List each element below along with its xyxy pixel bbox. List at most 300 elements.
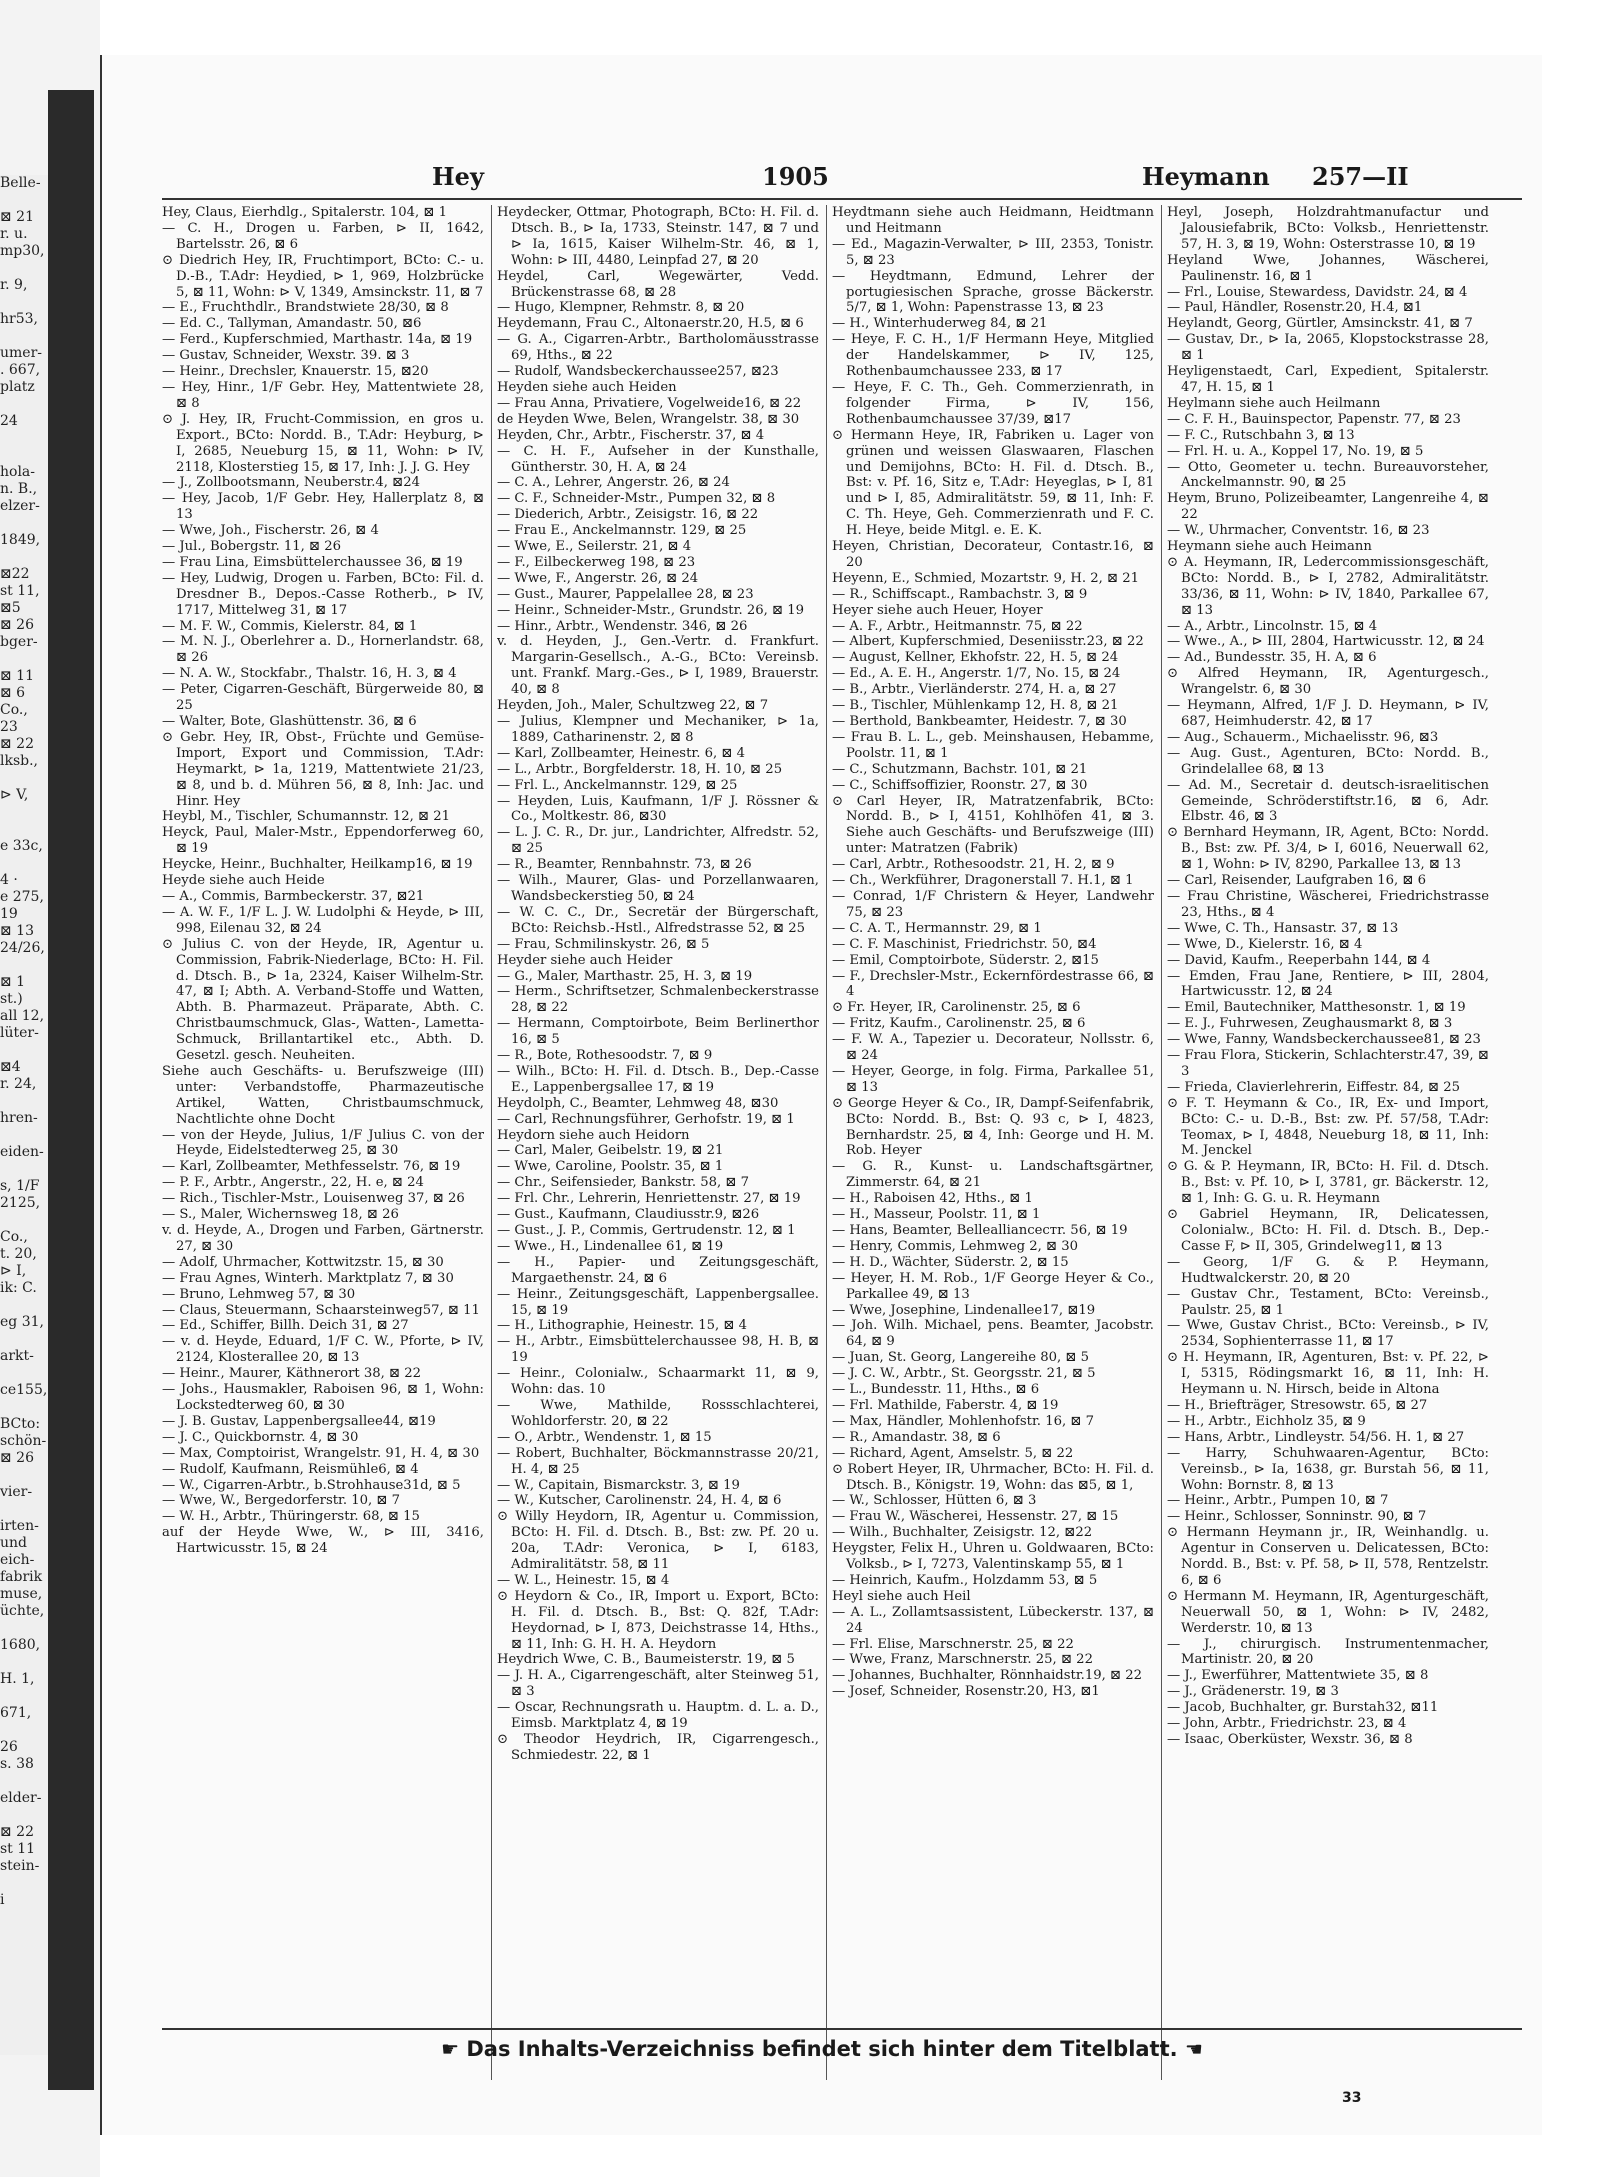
directory-entry: — Fritz, Kaufm., Carolinenstr. 25, ⊠ 6 xyxy=(832,1016,1086,1032)
previous-page-text: ⊠ 22 xyxy=(0,736,34,752)
directory-entry: — H., Lithographie, Heinestr. 15, ⊠ 4 xyxy=(497,1318,748,1334)
directory-entry: — Claus, Steuermann, Schaarsteinweg57, ⊠ 11 xyxy=(162,1302,480,1318)
directory-entry: — F. C., Rutschbahn 3, ⊠ 13 xyxy=(1167,427,1355,443)
directory-entry: — Paul, Händler, Rosenstr.20, H.4, ⊠1 xyxy=(1167,300,1423,316)
directory-entry: ⊙ G. & P. Heymann, IR, BCto: H. Fil. d. Dtsch. B., Bst: v. Pf. 10, ⊳ I, 3781, gr. Bäckerstr. 12, ⊠ 1, Inh: G. G. u. R. Heymann xyxy=(1167,1159,1489,1207)
directory-entry: — Wwe, Josephine, Lindenallee17, ⊠19 xyxy=(832,1302,1096,1318)
previous-page-text: 24/26, xyxy=(0,940,45,956)
directory-entry: Heyder siehe auch Heider xyxy=(497,952,673,968)
directory-entry: — Georg, 1/F G. & P. Heymann, Hudtwalckerstr. 20, ⊠ 20 xyxy=(1167,1254,1489,1286)
directory-entry: — H., Masseur, Poolstr. 11, ⊠ 1 xyxy=(832,1207,1041,1223)
directory-entry: — Gustav Chr., Testament, BCto: Vereinsb., Paulstr. 25, ⊠ 1 xyxy=(1167,1286,1489,1318)
directory-entry: — Frau E., Anckelmannstr. 129, ⊠ 25 xyxy=(497,523,747,539)
directory-page xyxy=(100,55,1542,2135)
directory-entry: — von der Heyde, Julius, 1/F Julius C. von der Heyde, Eidelstedterweg 25, ⊠ 30 xyxy=(162,1127,484,1159)
directory-entry: — Heyden, Luis, Kaufmann, 1/F J. Rössner & Co., Moltkestr. 86, ⊠30 xyxy=(497,793,819,825)
previous-page-text: all 12, xyxy=(0,1008,45,1024)
directory-entry: — Heinr., Drechsler, Knauerstr. 15, ⊠20 xyxy=(162,364,429,380)
directory-entry: — M. N. J., Oberlehrer a. D., Hornerlandstr. 68, ⊠ 26 xyxy=(162,634,484,666)
directory-entry: — H. D., Wächter, Süderstr. 2, ⊠ 15 xyxy=(832,1254,1069,1270)
directory-entry: de Heyden Wwe, Belen, Wrangelstr. 38, ⊠ 30 xyxy=(497,411,800,427)
header-first-name: Hey xyxy=(432,162,484,191)
previous-page-text: umer- xyxy=(0,345,42,361)
directory-entry: — Wwe, F., Angerstr. 26, ⊠ 24 xyxy=(497,570,699,586)
directory-entry: — Wwe, Gustav Christ., BCto: Vereinsb., ⊳ IV, 2534, Sophienterrasse 11, ⊠ 17 xyxy=(1167,1318,1489,1350)
directory-entry: — Johannes, Buchhalter, Rönnhaidstr.19, ⊠ 22 xyxy=(832,1668,1143,1684)
directory-entry: ⊙ J. Hey, IR, Frucht-Commission, en gros u. Export., BCto: Nordd. B., T.Adr: Heyburg, ⊳ I, 2685, Neueburg 15, ⊠ 11, Wohn: ⊳ IV, 2118, Klosterstieg 15, ⊠ 17, Inh: J. J. G. Hey xyxy=(162,411,484,475)
directory-entry: — Juan, St. Georg, Langereihe 80, ⊠ 5 xyxy=(832,1350,1089,1366)
previous-page-text: lksb., xyxy=(0,753,39,769)
directory-entry: — Heinrich, Kaufm., Holzdamm 53, ⊠ 5 xyxy=(832,1572,1098,1588)
directory-entry: — C. H. F., Aufseher in der Kunsthalle, Güntherstr. 30, H. A, ⊠ 24 xyxy=(497,443,819,475)
previous-page-text: mp30, xyxy=(0,243,45,259)
directory-entry: Heyland Wwe, Johannes, Wäscherei, Paulinenstr. 16, ⊠ 1 xyxy=(1167,252,1489,284)
directory-entry: — E. J., Fuhrwesen, Zeughausmarkt 8, ⊠ 3 xyxy=(1167,1016,1453,1032)
previous-page-text: elzer- xyxy=(0,498,40,514)
directory-entry: — Josef, Schneider, Rosenstr.20, H3, ⊠1 xyxy=(832,1684,1100,1700)
directory-entry: ⊙ Hermann M. Heymann, IR, Agenturgeschäft, Neuerwall 50, ⊠ 1, Wohn: ⊳ IV, 2482, Werderstr. 10, ⊠ 13 xyxy=(1167,1588,1489,1636)
previous-page-text: st 11 xyxy=(0,1841,36,1857)
previous-page-text: vier- xyxy=(0,1484,33,1500)
directory-entry: — W. H., Arbtr., Thüringerstr. 68, ⊠ 15 xyxy=(162,1509,420,1525)
directory-entry: — Conrad, 1/F Christern & Heyer, Landwehr 75, ⊠ 23 xyxy=(832,888,1154,920)
directory-entry: — Heymann, Alfred, 1/F J. D. Heymann, ⊳ IV, 687, Heimhuderstr. 42, ⊠ 17 xyxy=(1167,698,1489,729)
footer-notice xyxy=(102,2037,1542,2061)
directory-entry: — Wwe, Franz, Marschnerstr. 25, ⊠ 22 xyxy=(832,1652,1093,1668)
directory-entry: Heylandt, Georg, Gürtler, Amsinckstr. 41, ⊠ 7 xyxy=(1167,316,1473,332)
previous-page-text xyxy=(0,447,48,464)
directory-entry: — A., Arbtr., Lincolnstr. 15, ⊠ 4 xyxy=(1167,618,1378,634)
directory-entry: — A. W. F., 1/F L. J. W. Ludolphi & Heyde, ⊳ III, 998, Eilenau 32, ⊠ 24 xyxy=(162,904,484,936)
directory-entry: ⊙ Robert Heyer, IR, Uhrmacher, BCto: H. Fil. d. Dtsch. B., Königstr. 19, Wohn: das ⊠5, ⊠ 1, xyxy=(832,1461,1154,1493)
previous-page-text: st.) xyxy=(0,991,23,1007)
directory-entry: Heydecker, Ottmar, Photograph, BCto: H. Fil. d. Dtsch. B., ⊳ Ia, 1733, Steinstr. 147, ⊠ 7 und ⊳ Ia, 1615, Kaiser Wilhelm-Str. 46, ⊠ 1, Wohn: ⊳ III, 4480, Leinpfad 27, ⊠ 20 xyxy=(497,205,819,268)
directory-entry: — W., Uhrmacher, Conventstr. 16, ⊠ 23 xyxy=(1167,523,1430,539)
directory-entry: Heydemann, Frau C., Altonaerstr.20, H.5, ⊠ 6 xyxy=(497,316,804,332)
previous-page-text: BCto: xyxy=(0,1416,41,1432)
directory-entry: — C. A., Lehrer, Angerstr. 26, ⊠ 24 xyxy=(497,475,730,491)
pointing-hand-left-icon: ☚ xyxy=(1184,2037,1203,2061)
directory-entry: — Frl. Elise, Marschnerstr. 25, ⊠ 22 xyxy=(832,1636,1074,1652)
directory-entry: — Frl. Chr., Lehrerin, Henriettenstr. 27, ⊠ 19 xyxy=(497,1191,801,1207)
column-3 xyxy=(832,205,1154,2085)
directory-entry: — F., Drechsler-Mstr., Eckernfördestrasse 66, ⊠ 4 xyxy=(832,968,1154,1000)
previous-page-text xyxy=(0,651,48,668)
directory-entry: — Wwe, W., Bergedorferstr. 10, ⊠ 7 xyxy=(162,1493,401,1509)
column-2 xyxy=(497,205,819,2085)
directory-entry: Heydolph, C., Beamter, Lehmweg 48, ⊠30 xyxy=(497,1095,779,1111)
directory-entry: Heydel, Carl, Wegewärter, Vedd. Brückenstrasse 68, ⊠ 28 xyxy=(497,268,819,300)
directory-entry: — F. W. A., Tapezier u. Decorateur, Nollsstr. 6, ⊠ 24 xyxy=(832,1032,1154,1064)
directory-entry: — Joh. Wilh. Michael, pens. Beamter, Jacobstr. 64, ⊠ 9 xyxy=(832,1318,1154,1350)
directory-entry: ⊙ Hermann Heye, IR, Fabriken u. Lager von grünen und weissen Glaswaaren, Flaschen und Demijohns, BCto: H. Fil. d. Dtsch. B., Bst: v. Pf. 16, Sitz e, T.Adr: Heyeglas, ⊳ I, 81 und ⊳ I, 85, Admiralitätstr. 59, ⊠ 11, Inh: F. C. Th. Heye, Geh. Commerzienrath und F. C. H. Heye, beide Mitgl. e. E. K. xyxy=(832,427,1154,539)
directory-entry: Heym, Bruno, Polizeibeamter, Langenreihe 4, ⊠ 22 xyxy=(1167,491,1489,523)
previous-page-text: eg 31, xyxy=(0,1314,44,1330)
previous-page-text: 19 xyxy=(0,906,18,922)
previous-page-text: eiden- xyxy=(0,1144,44,1160)
column-divider xyxy=(491,205,492,2080)
directory-entry: — R., Schiffscapt., Rambachstr. 3, ⊠ 9 xyxy=(832,586,1088,602)
previous-page-text: ik: C. xyxy=(0,1280,37,1296)
directory-entry: Heyl siehe auch Heil xyxy=(832,1588,971,1604)
directory-entry: — Hey, Ludwig, Drogen u. Farben, BCto: Fil. d. Dresdner B., Depos.-Casse Rotherb., ⊳ IV, 1717, Mittelweg 31, ⊠ 17 xyxy=(162,570,484,618)
directory-entry: — Wwe., A., ⊳ III, 2804, Hartwicusstr. 12, ⊠ 24 xyxy=(1167,634,1485,650)
previous-page-text: ⊠ 21 xyxy=(0,209,34,225)
directory-entry: v. d. Heyden, J., Gen.-Vertr. d. Frankfurt. Margarin-Gesellsch., A.-G., BCto: Vereinsb. unt. Frankf. Marg.-Ges., ⊳ I, 1989, Brauerstr. 40, ⊠ 8 xyxy=(497,634,819,698)
directory-entry: Heylmann siehe auch Heilmann xyxy=(1167,395,1381,411)
previous-page-text: ⊳ I, xyxy=(0,1263,27,1279)
previous-page-text xyxy=(0,328,48,345)
previous-page-text: hola- xyxy=(0,464,35,480)
previous-page-text: hr53, xyxy=(0,311,38,327)
previous-page-text xyxy=(0,1365,48,1382)
directory-entry: — N. A. W., Stockfabr., Thalstr. 16, H. 3, ⊠ 4 xyxy=(162,666,457,682)
directory-entry: — C. A. T., Hermannstr. 29, ⊠ 1 xyxy=(832,920,1042,936)
directory-entry: — C. F., Schneider-Mstr., Pumpen 32, ⊠ 8 xyxy=(497,491,776,507)
directory-entry: — Frau Lina, Eimsbüttelerchaussee 36, ⊠ 19 xyxy=(162,554,463,570)
previous-page-text xyxy=(0,396,48,413)
directory-entry: — Frl. Mathilde, Faberstr. 4, ⊠ 19 xyxy=(832,1397,1059,1413)
directory-entry: — Emil, Bautechniker, Matthesonstr. 1, ⊠ 19 xyxy=(1167,1000,1466,1016)
previous-page-text: ⊠ 26 xyxy=(0,1450,34,1466)
directory-entry: — Ed., A. E. H., Angerstr. 1/7, No. 15, ⊠ 24 xyxy=(832,666,1121,682)
previous-page-text xyxy=(0,1467,48,1484)
directory-entry: — Heinr., Maurer, Käthnerort 38, ⊠ 22 xyxy=(162,1366,422,1382)
previous-page-text: ⊠4 xyxy=(0,1059,21,1075)
directory-entry: ⊙ H. Heymann, IR, Agenturen, Bst: v. Pf. 22, ⊳ I, 5315, Rödingsmarkt 16, ⊠ 11, Inh: H. Heymann u. N. Hirsch, beide in Altona xyxy=(1167,1350,1489,1398)
directory-entry: Heycke, Heinr., Buchhalter, Heilkamp16, ⊠ 19 xyxy=(162,857,473,873)
directory-entry: — H., Papier- und Zeitungsgeschäft, Margaethenstr. 24, ⊠ 6 xyxy=(497,1254,819,1286)
directory-entry: — Bruno, Lehmweg 57, ⊠ 30 xyxy=(162,1286,356,1302)
directory-entry: — Carl, Arbtr., Rothesoodstr. 21, H. 2, ⊠ 9 xyxy=(832,857,1115,873)
directory-entry: — Emil, Comptoirbote, Süderstr. 2, ⊠15 xyxy=(832,952,1099,968)
previous-page-text: ⊠5 xyxy=(0,600,21,616)
directory-entry: Heyden siehe auch Heiden xyxy=(497,379,677,395)
directory-entry: — Gustav, Schneider, Wexstr. 39. ⊠ 3 xyxy=(162,348,410,364)
directory-entry: — Heinr., Schneider-Mstr., Grundstr. 26, ⊠ 19 xyxy=(497,602,805,618)
running-header xyxy=(102,150,1542,200)
directory-entry: — August, Kellner, Ekhofstr. 22, H. 5, ⊠ 24 xyxy=(832,650,1119,666)
directory-entry: — Johs., Hausmakler, Raboisen 96, ⊠ 1, Wohn: Lockstedterweg 60, ⊠ 30 xyxy=(162,1382,484,1413)
directory-entry: — R., Amandastr. 38, ⊠ 6 xyxy=(832,1429,1001,1445)
directory-entry: ⊙ George Heyer & Co., IR, Dampf-Seifenfabrik, BCto: Nordd. B., Bst: Q. 93 c, ⊳ I, 4823, Bernhardstr. 25, ⊠ 4, Inh: George und H. M. Rob. Heyer xyxy=(832,1095,1154,1159)
directory-entry: — Karl, Zollbeamter, Methfesselstr. 76, ⊠ 19 xyxy=(162,1159,461,1175)
directory-entry: — Hugo, Klempner, Rehmstr. 8, ⊠ 20 xyxy=(497,300,745,316)
directory-entry: — Julius, Klempner und Mechaniker, ⊳ 1a, 1889, Catharinenstr. 2, ⊠ 8 xyxy=(497,714,819,745)
directory-entry: ⊙ Theodor Heydrich, IR, Cigarrengesch., Schmiedestr. 22, ⊠ 1 xyxy=(497,1732,819,1763)
previous-page-fragment xyxy=(0,175,48,2055)
header-rule xyxy=(162,198,1522,200)
previous-page-text xyxy=(0,855,48,872)
previous-page-text: t. 20, xyxy=(0,1246,37,1262)
previous-page-text xyxy=(0,1093,48,1110)
directory-entry: — Jacob, Buchhalter, gr. Burstah32, ⊠11 xyxy=(1167,1700,1439,1716)
directory-entry: — Frl. L., Anckelmannstr. 129, ⊠ 25 xyxy=(497,777,738,793)
directory-entry: — H., Winterhuderweg 84, ⊠ 21 xyxy=(832,316,1048,332)
previous-page-text xyxy=(0,1127,48,1144)
previous-page-text: lüter- xyxy=(0,1025,39,1041)
directory-entry: ⊙ Bernhard Heymann, IR, Agent, BCto: Nordd. B., Bst: zw. Pf. 3/4, ⊳ I, 6016, Neuerwall 62, ⊠ 1, Wohn: ⊳ IV, 8290, Parkallee 13, ⊠ 13 xyxy=(1167,825,1489,873)
previous-page-text xyxy=(0,192,48,209)
directory-entry: — Hans, Arbtr., Lindleystr. 54/56. H. 1, ⊠ 27 xyxy=(1167,1429,1465,1445)
directory-entry: — Wwe, C. Th., Hansastr. 37, ⊠ 13 xyxy=(1167,920,1399,936)
directory-entry: — L., Bundesstr. 11, Hths., ⊠ 6 xyxy=(832,1382,1040,1398)
directory-entry: — Hinr., Arbtr., Wendenstr. 346, ⊠ 26 xyxy=(497,618,748,634)
directory-entry: Heyer siehe auch Heuer, Hoyer xyxy=(832,602,1043,618)
directory-entry: — Gustav, Dr., ⊳ Ia, 2065, Klopstockstrasse 28, ⊠ 1 xyxy=(1167,332,1489,364)
directory-entry: — Heinr., Colonialw., Schaarmarkt 11, ⊠ 9, Wohn: das. 10 xyxy=(497,1366,819,1398)
previous-page-text: 671, xyxy=(0,1705,32,1721)
previous-page-text: bger- xyxy=(0,634,38,650)
directory-entry: — Frau Agnes, Winterh. Marktplatz 7, ⊠ 30 xyxy=(162,1270,454,1286)
previous-page-text xyxy=(0,1042,48,1059)
directory-entry: — Wwe, E., Seilerstr. 21, ⊠ 4 xyxy=(497,539,692,555)
previous-page-text: ⊠ 1 xyxy=(0,974,26,990)
previous-page-text: 1849, xyxy=(0,532,41,548)
directory-entry: — W., Cigarren-Arbtr., b.Strohhause31d, ⊠ 5 xyxy=(162,1477,461,1493)
directory-entry: — O., Arbtr., Wendenstr. 1, ⊠ 15 xyxy=(497,1429,712,1445)
previous-page-text: ⊠22 xyxy=(0,566,30,582)
directory-entry: — Gust., J. P., Commis, Gertrudenstr. 12, ⊠ 1 xyxy=(497,1223,796,1238)
directory-entry: — G. A., Cigarren-Arbtr., Bartholomäusstrasse 69, Hths., ⊠ 22 xyxy=(497,332,819,364)
previous-page-text xyxy=(0,1722,48,1739)
previous-page-text xyxy=(0,821,48,838)
directory-entry: — Herm., Schriftsetzer, Schmalenbeckerstrasse 28, ⊠ 22 xyxy=(497,984,819,1016)
previous-page-text xyxy=(0,515,48,532)
directory-entry: — Wwe, D., Kielerstr. 16, ⊠ 4 xyxy=(1167,936,1363,952)
directory-entry: — W., Schlosser, Hütten 6, ⊠ 3 xyxy=(832,1493,1037,1509)
directory-entry: — Wwe, Caroline, Poolstr. 35, ⊠ 1 xyxy=(497,1159,724,1175)
directory-entry: Heyden, Chr., Arbtr., Fischerstr. 37, ⊠ 4 xyxy=(497,427,765,443)
directory-entry: — J., Zollbootsmann, Neuberstr.4, ⊠24 xyxy=(162,475,420,491)
directory-entry: — Wilh., BCto: H. Fil. d. Dtsch. B., Dep.-Casse E., Lappenbergsallee 17, ⊠ 19 xyxy=(497,1063,819,1095)
previous-page-text xyxy=(0,294,48,311)
directory-entry: — A. F., Arbtr., Heitmannstr. 75, ⊠ 22 xyxy=(832,618,1083,634)
directory-entry: — P. F., Arbtr., Angerstr., 22, H. e, ⊠ 24 xyxy=(162,1175,424,1191)
directory-entry: — Diederich, Arbtr., Zeisigstr. 16, ⊠ 22 xyxy=(497,507,759,523)
directory-entry: — Ad. M., Secretair d. deutsch-israelitischen Gemeinde, Schröderstiftstr.16, ⊠ 6, Adr. Elbstr. 46, ⊠ 3 xyxy=(1167,777,1489,825)
directory-entry: Heyde siehe auch Heide xyxy=(162,873,325,889)
previous-page-text xyxy=(0,430,48,447)
previous-page-text: schön- xyxy=(0,1433,47,1449)
directory-entry: — S., Maler, Wichernsweg 18, ⊠ 26 xyxy=(162,1207,399,1223)
directory-entry: Heyck, Paul, Maler-Mstr., Eppendorferweg 60, ⊠ 19 xyxy=(162,825,484,857)
previous-page-text: 26 xyxy=(0,1739,18,1755)
directory-entry: — Rich., Tischler-Mstr., Louisenweg 37, ⊠ 26 xyxy=(162,1191,465,1207)
footer-text: Das Inhalts-Verzeichniss befindet sich hinter dem Titelblatt. xyxy=(466,2037,1178,2061)
directory-entry: — Hey, Hinr., 1/F Gebr. Hey, Mattentwiete 28, ⊠ 8 xyxy=(162,379,484,411)
previous-page-text: ⊠ 11 xyxy=(0,668,34,684)
directory-entry: — Wwe., H., Lindenallee 61, ⊠ 19 xyxy=(497,1238,724,1254)
previous-page-text: 2125, xyxy=(0,1195,41,1211)
previous-page-text: hren- xyxy=(0,1110,38,1126)
previous-page-text: ⊠ 6 xyxy=(0,685,26,701)
directory-entry: — Ed., Schiffer, Billh. Deich 31, ⊠ 27 xyxy=(162,1318,409,1334)
directory-entry: — E., Fruchthdlr., Brandstwiete 28/30, ⊠ 8 xyxy=(162,300,449,316)
directory-entry: — Carl, Rechnungsführer, Gerhofstr. 19, ⊠ 1 xyxy=(497,1111,795,1127)
page-number: 257—II xyxy=(1312,162,1409,191)
directory-entry: — L. J. C. R., Dr. jur., Landrichter, Alfredstr. 52, ⊠ 25 xyxy=(497,825,819,857)
directory-entry: — H., Raboisen 42, Hths., ⊠ 1 xyxy=(832,1191,1033,1207)
directory-entry: — Heye, F. C. H., 1/F Hermann Heye, Mitglied der Handelskammer, ⊳ IV, 125, Rothenbaumchaussee 233, ⊠ 17 xyxy=(832,332,1154,380)
previous-page-text: eich- xyxy=(0,1552,35,1568)
directory-entry: — W. L., Heinestr. 15, ⊠ 4 xyxy=(497,1572,670,1588)
directory-entry: — Hans, Beamter, Belleallianceстr. 56, ⊠ 19 xyxy=(832,1223,1128,1238)
directory-entry: ⊙ Alfred Heymann, IR, Agenturgesch., Wrangelstr. 6, ⊠ 30 xyxy=(1167,666,1489,698)
previous-page-text: fabrik xyxy=(0,1569,43,1585)
directory-entry: — Heinr., Arbtr., Pumpen 10, ⊠ 7 xyxy=(1167,1493,1389,1509)
directory-entry: — Wilh., Maurer, Glas- und Porzellanwaaren, Wandsbeckerstieg 50, ⊠ 24 xyxy=(497,873,819,904)
footer-rule xyxy=(162,2028,1522,2030)
directory-entry: — Peter, Cigarren-Geschäft, Bürgerweide 80, ⊠ 25 xyxy=(162,682,484,714)
previous-page-text: s, 1/F xyxy=(0,1178,40,1194)
directory-entry: — Heydtmann, Edmund, Lehrer der portugiesischen Sprache, grosse Bäckerstr. 5/7, ⊠ 1, Wohn: Papenstrasse 13, ⊠ 23 xyxy=(832,268,1154,316)
previous-page-text: stein- xyxy=(0,1858,40,1874)
previous-page-text: ⊠ 22 xyxy=(0,1824,34,1840)
directory-entry: — C. F. Maschinist, Friedrichstr. 50, ⊠4 xyxy=(832,936,1097,952)
book-spine xyxy=(48,90,94,2090)
previous-page-text: s. 38 xyxy=(0,1756,34,1772)
column-divider xyxy=(826,205,827,2080)
directory-entry: ⊙ Julius C. von der Heyde, IR, Agentur u. Commission, Fabrik-Niederlage, BCto: H. Fil. d. Dtsch. B., ⊳ 1a, 2324, Kaiser Wilhelm-Str. 47, ⊠ I; Abth. A. Verband-Stoffe und Watten, Abth. B. Pharmazeut. Präparate, Abth. C. Christbaumschmuck, Glas-, Watten-, Lametta-Schmuck, Brillantartikel etc., Abth. D. Gesetzl. gesch. Neuheiten. xyxy=(162,936,484,1064)
directory-entry: — Gust., Maurer, Pappelallee 28, ⊠ 23 xyxy=(497,586,754,602)
previous-page-text: e 33c, xyxy=(0,838,43,854)
directory-entry: — Hermann, Comptoirbote, Beim Berlinerthor 16, ⊠ 5 xyxy=(497,1016,819,1048)
directory-entry: ⊙ Fr. Heyer, IR, Carolinenstr. 25, ⊠ 6 xyxy=(832,1000,1081,1016)
directory-entry: ⊙ Hermann Heymann jr., IR, Weinhandlg. u. Agentur in Conserven u. Delicatessen, BCto: Nordd. B., Bst: v. Pf. 58, ⊳ II, 578, Rentzelstr. 6, ⊠ 6 xyxy=(1167,1525,1489,1588)
previous-page-text: üchte, xyxy=(0,1603,45,1619)
directory-entry: — R., Bote, Rothesoodstr. 7, ⊠ 9 xyxy=(497,1048,713,1064)
directory-entry: — F., Eilbeckerweg 198, ⊠ 23 xyxy=(497,554,696,570)
previous-page-text: 24 xyxy=(0,413,18,429)
directory-entry: — L., Arbtr., Borgfelderstr. 18, H. 10, ⊠ 25 xyxy=(497,761,783,777)
directory-entry: — C., Schutzmann, Bachstr. 101, ⊠ 21 xyxy=(832,761,1088,777)
directory-entry: Heybl, M., Tischler, Schumannstr. 12, ⊠ 21 xyxy=(162,809,451,825)
previous-page-text xyxy=(0,1161,48,1178)
previous-page-text xyxy=(0,1297,48,1314)
previous-page-text: elder- xyxy=(0,1790,42,1806)
directory-entry: — Frau W., Wäscherei, Hessenstr. 27, ⊠ 15 xyxy=(832,1509,1119,1525)
directory-entry: — R., Beamter, Rennbahnstr. 73, ⊠ 26 xyxy=(497,857,752,873)
previous-page-text: e 275, xyxy=(0,889,44,905)
directory-entry: — Albert, Kupferschmied, Deseniisstr.23, ⊠ 22 xyxy=(832,634,1144,650)
directory-entry: — W. C. C., Dr., Secretär der Bürgerschaft, BCto: Reichsb.-Hstl., Alfredstrasse 52, ⊠ 25 xyxy=(497,904,819,936)
previous-page-text xyxy=(0,260,48,277)
directory-entry: ⊙ Gabriel Heymann, IR, Delicatessen, Colonialw., BCto: H. Fil. d. Dtsch. B., Dep.-Casse F, ⊳ II, 305, Grindelweg11, ⊠ 13 xyxy=(1167,1207,1489,1254)
directory-entry: — Isaac, Oberküster, Wexstr. 36, ⊠ 8 xyxy=(1167,1732,1413,1747)
directory-entry: auf der Heyde Wwe, W., ⊳ III, 3416, Hartwicusstr. 15, ⊠ 24 xyxy=(162,1525,484,1557)
previous-page-text: ce155, xyxy=(0,1382,48,1398)
directory-entry: — Max, Comptoirist, Wrangelstr. 91, H. 4, ⊠ 30 xyxy=(162,1445,480,1461)
previous-page-text xyxy=(0,1654,48,1671)
directory-entry: — Gust., Kaufmann, Claudiusstr.9, ⊠26 xyxy=(497,1207,760,1223)
directory-entry: — Aug., Schauerm., Michaelisstr. 96, ⊠3 xyxy=(1167,729,1439,745)
directory-entry: — H., Briefträger, Stresowstr. 65, ⊠ 27 xyxy=(1167,1397,1428,1413)
directory-entry: — Jul., Bobergstr. 11, ⊠ 26 xyxy=(162,539,342,555)
previous-page-text: platz xyxy=(0,379,35,395)
directory-entry: — Frieda, Clavierlehrerin, Eiffestr. 84, ⊠ 25 xyxy=(1167,1079,1461,1095)
previous-page-text xyxy=(0,770,48,787)
directory-entry: — Frl., Louise, Stewardess, Davidstr. 24, ⊠ 4 xyxy=(1167,284,1468,300)
previous-page-text: ⊠ 13 xyxy=(0,923,34,939)
previous-page-text xyxy=(0,1773,48,1790)
previous-page-text: irten- xyxy=(0,1518,39,1534)
previous-page-text: n. B., xyxy=(0,481,38,497)
directory-entry: — Rudolf, Wandsbeckerchaussee257, ⊠23 xyxy=(497,364,779,380)
directory-entry: — Carl, Maler, Geibelstr. 19, ⊠ 21 xyxy=(497,1143,724,1159)
directory-entry: — Frl. H. u. A., Koppel 17, No. 19, ⊠ 5 xyxy=(1167,443,1424,459)
directory-entry: — Heye, F. C. Th., Geh. Commerzienrath, in folgender Firma, ⊳ IV, 156, Rothenbaumchaussee 37/39, ⊠17 xyxy=(832,379,1154,427)
previous-page-text: ⊳ V, xyxy=(0,787,29,803)
previous-page-text: 23 xyxy=(0,719,18,735)
previous-page-text: 4 · xyxy=(0,872,18,888)
previous-page-text xyxy=(0,1688,48,1705)
directory-entry: — Hey, Jacob, 1/F Gebr. Hey, Hallerplatz 8, ⊠ 13 xyxy=(162,491,484,523)
previous-page-text xyxy=(0,1875,48,1892)
directory-entry: — Adolf, Uhrmacher, Kottwitzstr. 15, ⊠ 30 xyxy=(162,1254,444,1270)
column-4 xyxy=(1167,205,1489,2085)
directory-entry: Heyen, Christian, Decorateur, Contastr.16, ⊠ 20 xyxy=(832,539,1154,570)
directory-entry: Heyligenstaedt, Carl, Expedient, Spitalerstr. 47, H. 15, ⊠ 1 xyxy=(1167,364,1489,395)
header-last-name: Heymann xyxy=(1142,162,1270,191)
directory-entry: — Heyer, George, in folg. Firma, Parkallee 51, ⊠ 13 xyxy=(832,1063,1154,1095)
directory-entry: — H., Arbtr., Eichholz 35, ⊠ 9 xyxy=(1167,1413,1366,1429)
previous-page-text: r. 24, xyxy=(0,1076,37,1092)
directory-entry: — Ad., Bundesstr. 35, H. A, ⊠ 6 xyxy=(1167,650,1377,666)
directory-entry: — J., Grädenerstr. 19, ⊠ 3 xyxy=(1167,1684,1339,1700)
previous-page-text: Belle- xyxy=(0,175,41,191)
directory-entry: — Ed. C., Tallyman, Amandastr. 50, ⊠6 xyxy=(162,316,422,332)
previous-page-text: Co., xyxy=(0,702,28,718)
directory-entry: ⊙ Gebr. Hey, IR, Obst-, Früchte und Gemüse-Import, Export und Commission, T.Adr: Heymarkt, ⊳ 1a, 1219, Mattentwiete 21/23, ⊠ 8, und b. d. Mühren 56, ⊠ 8, Inh: Jac. und Hinr. Hey xyxy=(162,729,484,809)
directory-entry: — J. C., Quickbornstr. 4, ⊠ 30 xyxy=(162,1429,359,1445)
previous-page-text: arkt- xyxy=(0,1348,34,1364)
directory-entry: — Frau B. L. L., geb. Meinshausen, Hebamme, Poolstr. 11, ⊠ 1 xyxy=(832,729,1154,761)
directory-entry: — Harry, Schuhwaaren-Agentur, BCto: Vereinsb., ⊳ Ia, 1638, gr. Burstah 56, ⊠ 11, Wohn: Bornstr. 8, ⊠ 13 xyxy=(1167,1445,1489,1493)
directory-entry: — Frau, Schmilinskystr. 26, ⊠ 5 xyxy=(497,936,710,952)
directory-entry: Heydrich Wwe, C. B., Baumeisterstr. 19, ⊠ 5 xyxy=(497,1652,795,1668)
directory-entry: ⊙ Heydorn & Co., IR, Import u. Export, BCto: H. Fil. d. Dtsch. B., Bst: Q. 82f, T.Adr: Heydornad, ⊳ I, 873, Deichstrasse 14, Hths., ⊠ 11, Inh: G. H. H. A. Heydorn xyxy=(497,1588,819,1652)
directory-entry: — Max, Händler, Mohlenhofstr. 16, ⊠ 7 xyxy=(832,1413,1094,1429)
directory-entry: — Ch., Werkführer, Dragonerstall 7. H.1, ⊠ 1 xyxy=(832,873,1134,889)
directory-entry: Heyden, Joh., Maler, Schultzweg 22, ⊠ 7 xyxy=(497,698,769,714)
column-1 xyxy=(162,205,484,2085)
directory-entry: — Emden, Frau Jane, Rentiere, ⊳ III, 2804, Hartwicusstr. 12, ⊠ 24 xyxy=(1167,968,1489,1000)
directory-entry: — J., chirurgisch. Instrumentenmacher, Martinistr. 20, ⊠ 20 xyxy=(1167,1636,1489,1668)
previous-page-text xyxy=(0,1331,48,1348)
directory-entry: Heydtmann siehe auch Heidmann, Heidtmann und Heitmann xyxy=(832,205,1154,236)
directory-entry: — C. F. H., Bauinspector, Papenstr. 77, ⊠ 23 xyxy=(1167,411,1461,427)
previous-page-text: 1680, xyxy=(0,1637,41,1653)
directory-entry: ⊙ Willy Heydorn, IR, Agentur u. Commission, BCto: H. Fil. d. Dtsch. B., Bst: zw. Pf. 20 u. 20a, T.Adr: Veronica, ⊳ I, 6183, Admiralitätstr. 58, ⊠ 11 xyxy=(497,1509,819,1573)
directory-entry: — J. C. W., Arbtr., St. Georgsstr. 21, ⊠ 5 xyxy=(832,1366,1096,1382)
directory-entry: — Wwe, Fanny, Wandsbeckerchaussee81, ⊠ 23 xyxy=(1167,1032,1481,1048)
directory-entry: ⊙ Diedrich Hey, IR, Fruchtimport, BCto: C.- u. D.-B., T.Adr: Heydied, ⊳ 1, 969, Holzbrücke 5, ⊠ 11, Wohn: ⊳ V, 1349, Amsinckstr. 11, ⊠ 7 xyxy=(162,252,484,300)
directory-entry: v. d. Heyde, A., Drogen und Farben, Gärtnerstr. 27, ⊠ 30 xyxy=(162,1223,484,1254)
directory-entry: — v. d. Heyde, Eduard, 1/F C. W., Pforte, ⊳ IV, 2124, Klosterallee 20, ⊠ 13 xyxy=(162,1334,484,1366)
directory-entry: ⊙ A. Heymann, IR, Ledercommissionsgeschäft, BCto: Nordd. B., ⊳ I, 2782, Admiralitätstr. 33/36, ⊠ 11, Wohn: ⊳ IV, 1840, Parkallee 67, ⊠ 13 xyxy=(1167,554,1489,618)
directory-entry: — Richard, Agent, Amselstr. 5, ⊠ 22 xyxy=(832,1445,1074,1461)
directory-entry: — Oscar, Rechnungsrath u. Hauptm. d. L. a. D., Eimsb. Marktplatz 4, ⊠ 19 xyxy=(497,1700,819,1732)
directory-entry: — M. F. W., Commis, Kielerstr. 84, ⊠ 1 xyxy=(162,618,418,634)
previous-page-text: r. 9, xyxy=(0,277,28,293)
directory-entry: — B., Arbtr., Vierländerstr. 274, H. a, ⊠ 27 xyxy=(832,682,1117,698)
directory-entry: — H., Arbtr., Eimsbüttelerchaussee 98, H. B, ⊠ 19 xyxy=(497,1334,819,1366)
directory-entry: — W., Kutscher, Carolinenstr. 24, H. 4, ⊠ 6 xyxy=(497,1493,782,1509)
previous-page-text xyxy=(0,1212,48,1229)
previous-page-text: H. 1, xyxy=(0,1671,35,1687)
directory-entry: — Frau Flora, Stickerin, Schlachterstr.47, 39, ⊠ 3 xyxy=(1167,1048,1489,1079)
